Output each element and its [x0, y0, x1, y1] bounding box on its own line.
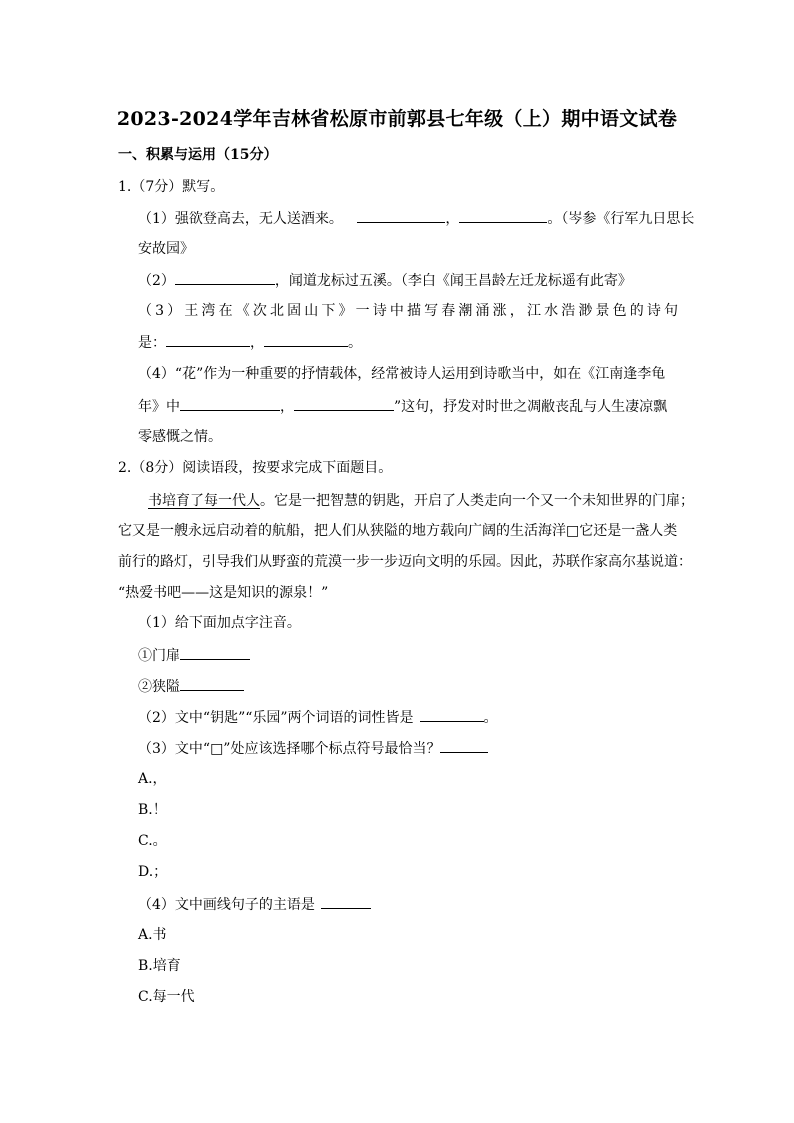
q1-part2-text: ，闻道龙标过五溪。（李白《闻王昌龄左迁龙标遥有此寄》: [274, 273, 632, 289]
q2-sub1-b: [138, 677, 678, 696]
answer-blank[interactable]: [175, 271, 275, 285]
question-2-stem: 2.（8分）阅读语段，按要求完成下面题目。: [118, 460, 393, 476]
q2-sub1-a: [138, 646, 678, 665]
answer-blank[interactable]: [180, 646, 250, 660]
period: 。: [483, 710, 498, 726]
separator: ，: [280, 399, 294, 415]
answer-blank[interactable]: [357, 209, 445, 223]
passage-line3: 前行的路灯，引导我们从野蛮的荒漠一步一步迈向文明的乐园。因此，苏联作家高尔基说道：: [118, 554, 692, 570]
option-3d[interactable]: D.；: [138, 864, 168, 880]
separator: ，: [250, 335, 264, 351]
option-4a[interactable]: A.书: [138, 927, 167, 943]
answer-blank[interactable]: [459, 209, 547, 223]
q2-sub3-text: （3）文中“□”处应该选择哪个标点符号最恰当？: [138, 741, 441, 757]
q2-sub3: [138, 739, 678, 758]
q1-part4-line2: [138, 397, 678, 416]
passage-line1: [148, 492, 694, 510]
option-3b[interactable]: B.！: [138, 802, 167, 818]
q2-sub2: [138, 708, 678, 727]
passage-text: 。它是一把智慧的钥匙，开启了人类走向一个又一个未知世界的门扉；: [260, 493, 694, 509]
answer-blank[interactable]: [180, 397, 280, 411]
page-title: 2023-2024学年吉林省松原市前郭县七年级（上）期中语文试卷: [116, 108, 678, 130]
answer-blank[interactable]: [294, 397, 394, 411]
answer-blank[interactable]: [420, 708, 484, 722]
q1-part4-line1: （4）“花”作为一种重要的抒情载体，经常被诗人运用到诗歌当中，如在《江南逢李龟: [138, 366, 666, 382]
q1-part4-line3: 零感慨之情。: [138, 429, 222, 445]
question-1-stem: 1.（7分）默写。: [118, 179, 225, 195]
option-4c[interactable]: C.每一代: [138, 989, 195, 1005]
passage-line4: “热爱书吧——这是知识的源泉！”: [118, 585, 329, 601]
q1-part4-prefix: 年》中: [138, 399, 180, 415]
q1-part3-line2: [138, 333, 678, 352]
q1-part2-line: [138, 271, 678, 290]
period: 。: [348, 335, 362, 351]
word-xiaai: ②狭隘: [138, 679, 180, 695]
q1-part3-line1: （3）王湾在《次北固山下》一诗中描写春潮涌涨，江水浩渺景色的诗句: [138, 303, 678, 319]
q1-part4-text: ”这句，抒发对时世之凋敝丧乱与人生凄凉飘: [394, 399, 668, 415]
q2-sub1: （1）给下面加点字注音。: [138, 615, 301, 631]
q2-sub4: [138, 895, 678, 914]
answer-blank[interactable]: [321, 895, 371, 909]
q2-sub4-text: （4）文中画线句子的主语是: [138, 897, 315, 913]
answer-blank[interactable]: [264, 333, 348, 347]
q1-part3-prefix: 是：: [138, 335, 166, 351]
option-4b[interactable]: B.培育: [138, 958, 181, 974]
word-menfei: ①门扉: [138, 648, 180, 664]
answer-blank[interactable]: [440, 739, 488, 753]
option-3a[interactable]: A.，: [138, 771, 167, 787]
underlined-sentence: 书培育了每一代人: [148, 493, 260, 509]
separator: ，: [445, 211, 460, 227]
q1-part1-text: （1）强欲登高去，无人送酒来。: [138, 211, 343, 227]
q1-part1-source: 。（岑参《行军九日思长: [547, 211, 695, 227]
q1-part1-line2: 安故园》: [138, 241, 194, 257]
passage-line2: 它又是一艘永远启动着的航船，把人们从狭隘的地方载向广阔的生活海洋□它还是一盏人类: [118, 523, 678, 539]
section-heading: 一、积累与运用（15分）: [118, 147, 278, 163]
q1-part2-number: （2）: [138, 273, 175, 289]
answer-blank[interactable]: [180, 677, 244, 691]
q1-part1-line1: [138, 209, 695, 228]
answer-blank[interactable]: [166, 333, 250, 347]
option-3c[interactable]: C.。: [138, 833, 167, 849]
q2-sub2-text: （2）文中“钥匙”“乐园”两个词语的词性皆是: [138, 710, 414, 726]
